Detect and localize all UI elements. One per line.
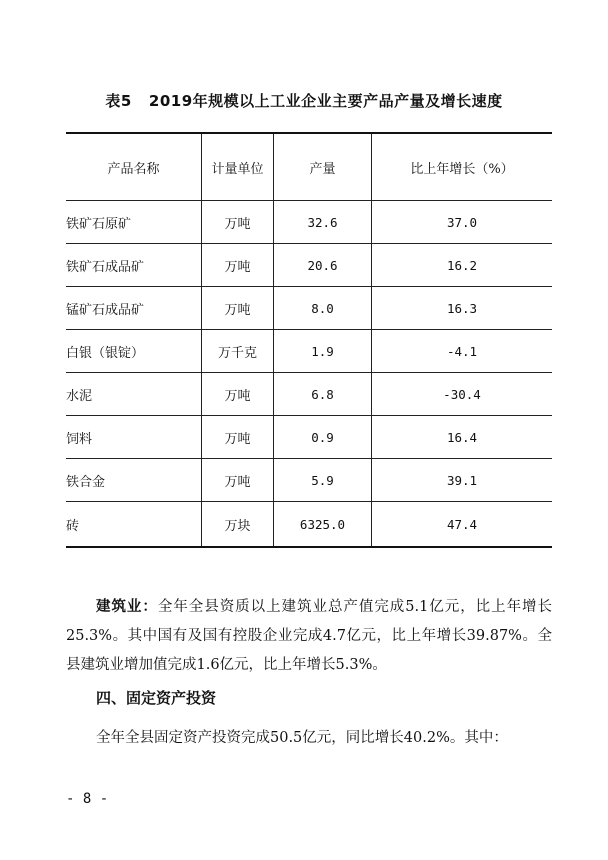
page-number: - 8 -: [66, 791, 109, 807]
table-row: [66, 201, 552, 244]
cell-product: 水泥: [66, 373, 202, 416]
cell-unit: 万吨: [202, 244, 274, 287]
products-table: [66, 132, 552, 548]
cell-unit: 万块: [202, 502, 274, 548]
table-header-row: [66, 133, 552, 201]
table-row: [66, 459, 552, 502]
table-title: 表5 2019年规模以上工业企业主要产品产量及增长速度: [105, 92, 503, 110]
section-heading: 四、固定资产投资: [96, 689, 217, 707]
table-row: [66, 330, 552, 373]
cell-product: 铁合金: [66, 459, 202, 502]
column-header-growth: 比上年增长（%）: [372, 133, 553, 201]
cell-product: 白银（银锭）: [66, 330, 202, 373]
cell-output: 8.0: [274, 287, 372, 330]
cell-product: 铁矿石原矿: [66, 201, 202, 244]
table-row: [66, 416, 552, 459]
cell-output: 32.6: [274, 201, 372, 244]
column-header-unit: 计量单位: [202, 133, 274, 201]
table-row: [66, 502, 552, 548]
cell-growth: 47.4: [372, 502, 553, 548]
cell-growth: 16.3: [372, 287, 553, 330]
cell-output: 1.9: [274, 330, 372, 373]
cell-growth: 37.0: [372, 201, 553, 244]
cell-product: 铁矿石成品矿: [66, 244, 202, 287]
construction-lead: 建筑业：: [96, 599, 158, 615]
construction-text: 全年全县资质以上建筑业总产值完成5.1亿元，比上年增长25.3%。其中国有及国有控股企业完成4.7亿元，比上年增长39.87%。全县建筑业增加值完成1.6亿元，比上年增长5.3%。: [66, 599, 553, 673]
cell-product: 饲料: [66, 416, 202, 459]
cell-unit: 万吨: [202, 373, 274, 416]
cell-growth: -30.4: [372, 373, 553, 416]
cell-unit: 万吨: [202, 416, 274, 459]
cell-unit: 万吨: [202, 287, 274, 330]
table-row: [66, 244, 552, 287]
column-header-product: 产品名称: [66, 133, 202, 201]
cell-output: 5.9: [274, 459, 372, 502]
cell-unit: 万千克: [202, 330, 274, 373]
cell-unit: 万吨: [202, 201, 274, 244]
cell-output: 0.9: [274, 416, 372, 459]
cell-product: 锰矿石成品矿: [66, 287, 202, 330]
cell-growth: 16.4: [372, 416, 553, 459]
cell-output: 6.8: [274, 373, 372, 416]
cell-product: 砖: [66, 502, 202, 548]
construction-paragraph: [66, 593, 552, 680]
table-row: [66, 287, 552, 330]
cell-growth: 39.1: [372, 459, 553, 502]
cell-output: 6325.0: [274, 502, 372, 548]
cell-growth: 16.2: [372, 244, 553, 287]
cell-unit: 万吨: [202, 459, 274, 502]
column-header-output: 产量: [274, 133, 372, 201]
cell-growth: -4.1: [372, 330, 553, 373]
cell-output: 20.6: [274, 244, 372, 287]
table-row: [66, 373, 552, 416]
investment-paragraph: 全年全县固定资产投资完成50.5亿元，同比增长40.2%。其中：: [96, 730, 508, 746]
